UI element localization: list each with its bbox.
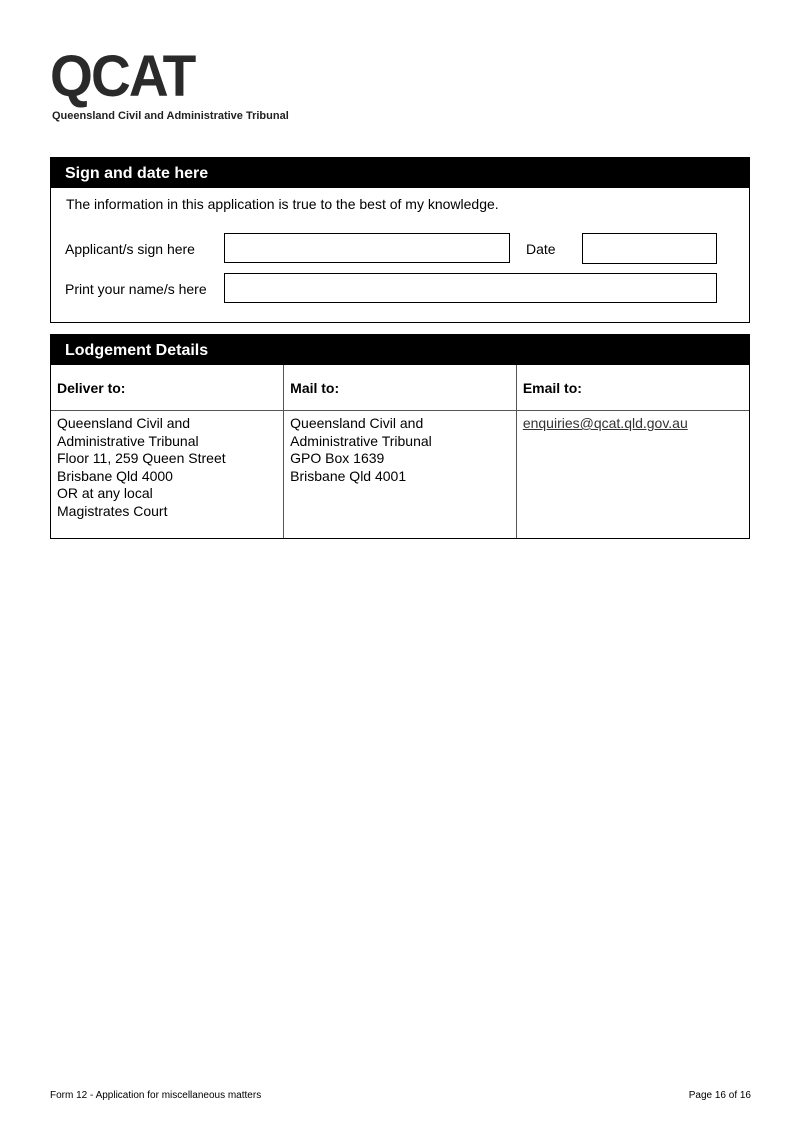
sign-section-title: Sign and date here (51, 158, 749, 188)
mail-to-heading: Mail to: (284, 365, 517, 411)
email-to-heading: Email to: (516, 365, 749, 411)
footer-page-number: Page 16 of 16 (688, 1090, 751, 1101)
organisation-name: Queensland Civil and Administrative Tribunal (52, 110, 289, 122)
declaration-statement: The information in this application is true to the best of my knowledge. (66, 196, 499, 212)
lodgement-table (51, 365, 749, 538)
print-name-label: Print your name/s here (65, 281, 207, 297)
date-label: Date (526, 241, 556, 257)
email-to-cell (516, 411, 749, 539)
print-name-field[interactable] (224, 273, 717, 303)
deliver-to-address (51, 411, 284, 539)
applicant-sign-label: Applicant/s sign here (65, 241, 195, 257)
address-line: Floor 11, 259 Queen Street (57, 450, 226, 466)
logo-text: QCAT (50, 44, 195, 109)
address-line: GPO Box 1639 (290, 450, 385, 466)
address-line: Brisbane Qld 4001 (290, 467, 407, 484)
address-line: Queensland Civil and (57, 415, 191, 431)
lodgement-section-title: Lodgement Details (51, 335, 749, 365)
deliver-to-heading: Deliver to: (51, 365, 284, 411)
footer-form-name: Form 12 - Application for miscellaneous matters (50, 1090, 262, 1101)
qcat-logo (50, 44, 202, 109)
applicant-signature-field[interactable] (224, 233, 510, 263)
address-line: Queensland Civil and (290, 415, 424, 431)
address-line: Brisbane Qld 4000 (57, 467, 173, 484)
email-link[interactable]: enquiries@qcat.qld.gov.au (522, 415, 688, 431)
address-line: Administrative Tribunal (57, 432, 199, 449)
sign-and-date-section (50, 157, 750, 323)
address-line: OR at any local (57, 485, 153, 501)
address-line: Magistrates Court (57, 502, 168, 519)
mail-to-address (284, 411, 517, 539)
date-field[interactable] (582, 233, 717, 264)
lodgement-details-section (50, 334, 750, 539)
address-line: Administrative Tribunal (290, 432, 432, 449)
